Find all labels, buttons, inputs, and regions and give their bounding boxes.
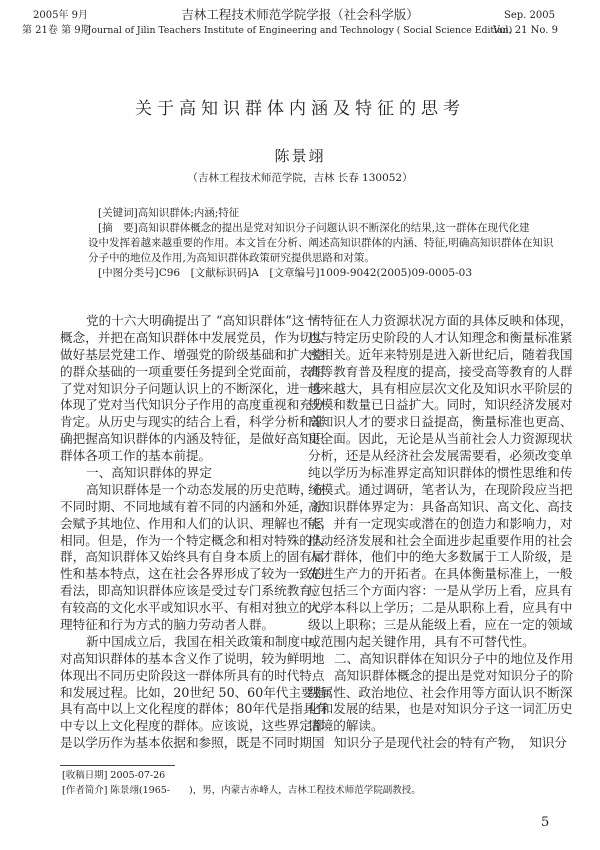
- footnote-received-date: [收稿日期] 2005-07-26: [62, 770, 166, 781]
- article-title: 关于高知识群体内涵及特征的思考: [135, 99, 465, 119]
- body-text-line: 分析，还是从经济社会发展需要看，必须改变单: [308, 448, 573, 464]
- journal-title-cn: 吉林工程技术师范学院学报（社会科学版）: [181, 7, 419, 22]
- footnote-author-bio: [作者简介] 陈景翊(1965- )，男，内蒙古赤峰人，吉林工程技术师范学院副教授。: [62, 785, 421, 796]
- abstract-line: [关键词]高知识群体;内涵;特征: [98, 207, 240, 219]
- body-text-line: 有较高的文化水平或知识水平、有相对独立的心: [60, 600, 325, 616]
- body-text-line: 高知识群体界定为：具备高知识、高文化、高技: [308, 498, 573, 514]
- author-affiliation: （吉林工程技术师范学院，吉林 长春 130052）: [187, 172, 413, 184]
- body-text-line: 级以上职称；三是从能级上看，应在一定的领域: [308, 617, 573, 633]
- body-text-line: 或范围内起关键作用，具有不可替代性。: [308, 633, 535, 649]
- body-text-line: 做好基层党建工作、增强党的阶级基础和扩大党: [60, 346, 325, 362]
- body-text-line: 相同。但是，作为一个特定概念和相对特殊的人: [60, 532, 325, 548]
- body-right-column: [308, 313, 574, 752]
- body-text-line: 理特征和行为方式的脑力劳动者人群。: [60, 617, 275, 633]
- body-text-line: 密相关。近年来特别是进入新世纪后，随着我国: [308, 346, 573, 362]
- body-text-line: 知识分子是现代社会的特有产物， 知识分: [334, 735, 567, 751]
- body-text-line: 纯以学历为标准界定高知识群体的惯性思维和传: [308, 465, 573, 481]
- body-text-line: 也与特定历史阶段的人才认知理念和衡量标准紧: [308, 329, 573, 345]
- body-text-line: 群，高知识群体又始终具有自身本质上的固有属: [60, 549, 325, 565]
- body-text-line: 规模和数量已日益扩大。同时，知识经济发展对: [308, 397, 573, 413]
- abstract-block: [88, 206, 554, 281]
- body-text-line: 高知识群体概念的提出是党对知识分子的阶: [334, 667, 574, 683]
- body-text-line: 更全面。因此，无论是从当前社会人力资源现状: [308, 431, 573, 447]
- body-text-line: 和发展过程。比如，20世纪 50、60年代主要指: [60, 684, 327, 700]
- abstract-line: 设中发挥着越来越重要的作用。本文旨在分析、阐述高知识群体的内涵、特征,明确高知识群体在知识: [88, 237, 554, 249]
- body-text-line: 统模式。通过调研，笔者认为，在现阶段应当把: [308, 481, 573, 497]
- body-text-line: 高等教育普及程度的提高，接受高等教育的人群: [308, 363, 573, 379]
- body-text-line: 性和基本特点，这在社会各界形成了较为一致的: [60, 566, 325, 582]
- body-text-line: 会赋予其地位、作用和人们的认识、理解也不尽: [60, 515, 325, 531]
- body-text-line: 级属性、政治地位、社会作用等方面认识不断深: [308, 684, 573, 700]
- body-text-line: 越来越大，具有相应层次文化及知识水平阶层的: [308, 380, 573, 396]
- body-text-line: 推动经济发展和社会全面进步起重要作用的社会: [308, 532, 573, 548]
- body-text-line: 具有高中以上文化程度的群体；80年代是指具有: [60, 701, 328, 717]
- body-text-line: 大学本科以上学历；二是从职称上看，应具有中: [308, 600, 573, 616]
- body-text-line: 中专以上文化程度的群体。应该说，这些界定都: [60, 718, 325, 734]
- body-text-line: 肯定。从历史与现实的结合上看，科学分析和准: [60, 414, 325, 430]
- body-text-line: 了党对知识分子问题认识上的不断深化，进一步: [60, 380, 325, 396]
- body-left-column: [60, 313, 328, 752]
- body-text-line: 二、高知识群体在知识分子中的地位及作用: [334, 650, 574, 666]
- abstract-line: [中图分类号]C96 [文献标识码]A [文章编号]1009-9042(2005)09-0005-03: [98, 267, 473, 279]
- article-author: 陈景翊: [274, 147, 326, 165]
- footnote-divider: [60, 765, 175, 766]
- issue-volume-en: Vol. 21 No. 9: [492, 25, 558, 36]
- body-text-line: 对高知识群体的基本含义作了说明，较为鲜明地: [60, 650, 325, 666]
- body-text-line: 的群众基础的一项重要任务提到全党面前，表明: [60, 363, 325, 379]
- body-text-line: 应包括三个方面内容：一是从学历上看，应具有: [308, 583, 573, 599]
- body-text-line: 不同时期、不同地域有着不同的内涵和外延，社: [60, 498, 325, 514]
- body-text-line: 群体各项工作的基本前提。: [60, 448, 212, 464]
- body-text-line: 语境的解读。: [308, 718, 384, 734]
- issue-volume-cn: 第 21卷 第 9期: [22, 25, 91, 36]
- body-text-line: 是以学历作为基本依据和参照，既是不同时期国: [60, 735, 325, 751]
- body-text-line: 党的十六大明确提出了 “高知识群体”这一: [86, 313, 317, 328]
- body-text-line: 能，并有一定现实或潜在的创造力和影响力，对: [308, 515, 573, 531]
- body-text-line: 人才群体，他们中的绝大多数属于工人阶级，是: [308, 549, 573, 565]
- body-text-line: 看法，即高知识群体应该是受过专门系统教育、: [60, 583, 325, 599]
- body-text-line: 高知识人才的要求日益提高，衡量标准也更高、: [308, 414, 573, 430]
- body-text-line: 先进生产力的开拓者。在具体衡量标准上，一般: [308, 566, 573, 582]
- issue-date-cn: 2005年 9月: [33, 10, 88, 21]
- body-text-line: 体现出不同历史阶段这一群体所具有的时代特点: [60, 667, 325, 683]
- abstract-line: 分子中的地位及作用,为高知识群体政策研究提供思路和对策。: [88, 252, 375, 264]
- body-text-line: 化和发展的结果，也是对知识分子这一词汇历史: [308, 701, 573, 717]
- page-number: 5: [541, 815, 550, 830]
- body-text-line: 新中国成立后，我国在相关政策和制度中，: [86, 633, 326, 649]
- body-text-line: 一、高知识群体的界定: [86, 465, 212, 481]
- journal-title-en: Journal of Jilin Teachers Institute of Engineering and Technology ( Social Science Edition): [87, 25, 513, 36]
- body-text-line: 情特征在人力资源状况方面的具体反映和体现，: [308, 313, 573, 328]
- body-text-line: 高知识群体是一个动态发展的历史范畴，在: [86, 481, 326, 497]
- issue-date-en: Sep. 2005: [504, 10, 555, 21]
- body-text-line: 概念，并把在高知识群体中发展党员，作为切实: [60, 329, 325, 345]
- body-text-line: 体现了党对当代知识分子作用的高度重视和充分: [60, 397, 325, 413]
- body-text-line: 确把握高知识群体的内涵及特征，是做好高知识: [60, 431, 325, 447]
- abstract-line: [摘 要]高知识群体概念的提出是党对知识分子问题认识不断深化的结果,这一群体在现代化建: [98, 222, 530, 234]
